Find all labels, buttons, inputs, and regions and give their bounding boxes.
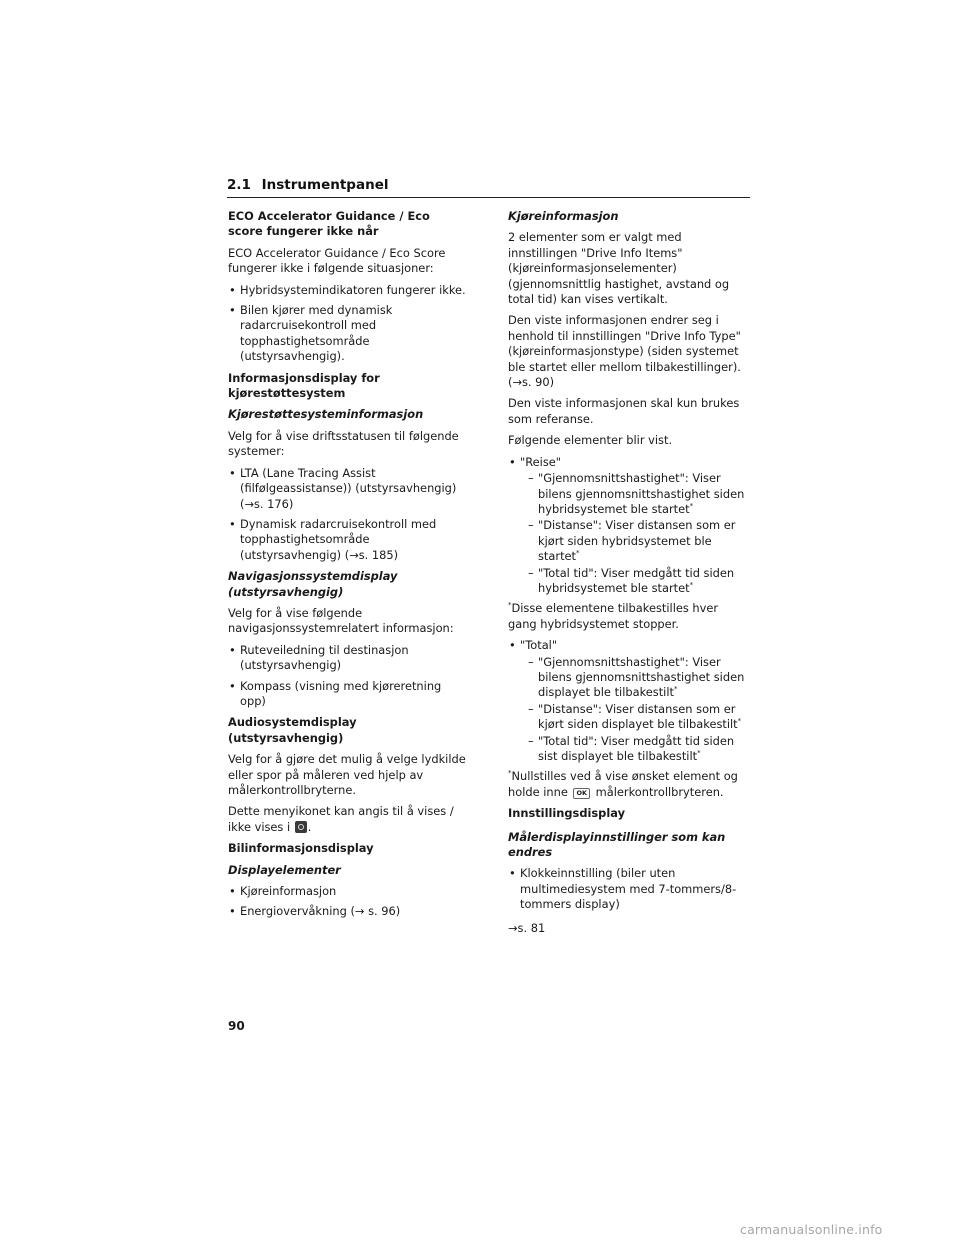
ok-button-icon: OK: [573, 788, 590, 799]
nav-intro: Velg for å vise følgende navigasjonssystemrelatert informasjon:: [228, 605, 454, 636]
meter-settings-subheading: Målerdisplayinnstillinger som kan endres: [508, 829, 726, 860]
list-item: • Energiovervåkning (→ s. 96): [228, 904, 466, 919]
footnote-mark: *: [576, 549, 580, 558]
footnote-mark: *: [689, 502, 694, 511]
right-column: [508, 209, 750, 942]
nav-list: [228, 643, 466, 710]
footnote-mark: *: [508, 769, 512, 778]
total-note: [508, 769, 750, 800]
total-note-after: målerkontrollbryteren.: [595, 784, 724, 799]
audio-text: Velg for å gjøre det mulig å velge lydkilde eller spor på måleren ved hjelp av målerkontrollbryterne.: [228, 752, 466, 797]
total-item-text: "Gjennomsnittshastighet": Viser bilens gjennomsnittshastighet siden displayet ble tilbakestilt: [538, 654, 745, 700]
list-item: [528, 471, 750, 517]
watermark-text: carmanualsonline.info: [740, 1222, 883, 1237]
drive-info-p3: Den viste informasjonen skal kun brukes som referanse.: [508, 396, 740, 426]
list-item: • Hybridsystemindikatoren fungerer ikke.: [228, 283, 466, 298]
reise-item-text: "Total tid": Viser medgått tid siden hybridsystemet ble startet: [538, 565, 735, 595]
list-item: • Klokkeinnstilling (biler uten multimediesystem med 7-tommers/8-tommers display): [508, 866, 750, 912]
drive-info-p4: Følgende elementer blir vist.: [508, 433, 673, 448]
list-item: [528, 518, 750, 564]
reise-label: "Reise": [520, 454, 561, 469]
support-intro: Velg for å vise driftsstatusen til følgende systemer:: [228, 428, 459, 459]
display-items-subheading: Displayelementer: [228, 862, 341, 877]
list-item: • LTA (Lane Tracing Assist (filfølgeassistanse)) (utstyrsavhengig) (→s. 176): [228, 466, 466, 512]
reise-list: [508, 455, 750, 597]
page-number: 90: [228, 1019, 245, 1033]
reise-note: [508, 601, 750, 632]
display-items-list: [228, 884, 466, 920]
meter-settings-list: [508, 866, 750, 912]
support-subheading: Kjørestøttesysteminformasjon: [228, 407, 424, 422]
reise-sublist: [528, 471, 750, 596]
support-list: [228, 466, 466, 563]
audio-heading: Audiosystemdisplay (utstyrsavhengig): [228, 715, 357, 745]
list-item: • Dynamisk radarcruisekontroll med topphastighetsområde (utstyrsavhengig) (→s. 185): [228, 517, 466, 563]
total-item-text: "Distanse": Viser distansen som er kjørt siden displayet ble tilbakestilt: [538, 701, 738, 732]
footnote-mark: *: [689, 581, 694, 590]
reise-item-text: "Distanse": Viser distansen som er kjørt siden hybridsystemet ble startet: [538, 518, 736, 564]
list-item: • Kjøreinformasjon: [228, 884, 466, 899]
list-item: [528, 734, 750, 765]
total-sublist: [528, 655, 750, 765]
vehicle-info-heading: Bilinformasjonsdisplay: [228, 841, 374, 856]
menu-text-before: Dette menyikonet kan angis til å vises / ikke vises i: [228, 804, 454, 834]
section-title: Instrumentpanel: [261, 177, 389, 193]
drive-info-p2: Den viste informasjonen endrer seg i henhold til innstillingen "Drive Info Type" (kjøreinformasjonstype) (siden systemet ble startet eller mellom tilbakestillinger). (→s. 90): [508, 313, 741, 390]
settings-menu-icon: [295, 821, 307, 833]
footnote-mark: *: [697, 749, 701, 758]
left-column: [228, 209, 466, 926]
eco-list: [228, 283, 466, 365]
footnote-mark: *: [737, 717, 742, 726]
reise-item-text: "Gjennomsnittshastighet": Viser bilens gjennomsnittshastighet siden hybridsystemet ble startet: [538, 471, 745, 516]
eco-heading: ECO Accelerator Guidance / Eco score fungerer ikke når: [228, 209, 430, 239]
nav-subheading: Navigasjonssystemdisplay (utstyrsavhengig): [228, 569, 398, 599]
list-item: [528, 566, 750, 597]
reise-note-text: Disse elementene tilbakestilles hver gang hybridsystemet stopper.: [508, 601, 719, 631]
list-item: [508, 638, 750, 764]
total-label: "Total": [520, 638, 558, 653]
footnote-mark: *: [508, 601, 512, 610]
total-item-text: "Total tid": Viser medgått tid siden sist displayet ble tilbakestilt: [538, 733, 735, 763]
drive-info-p1: 2 elementer som er valgt med innstillingen "Drive Info Items" (kjøreinformasjonselementer) (gjennomsnittlig hastighet, avstand og total tid) kan vises vertikalt.: [508, 230, 730, 307]
total-note-before: Nullstilles ved å vise ønsket element og holde inne: [508, 769, 738, 799]
meter-page-ref: →s. 81: [508, 920, 546, 935]
list-item: • Bilen kjører med dynamisk radarcruisekontroll med topphastighetsområde (utstyrsavhengig).: [228, 303, 466, 365]
menu-text-after: .: [307, 819, 312, 834]
section-header: [227, 177, 750, 198]
list-item: [528, 702, 750, 733]
section-number: 2.1: [227, 177, 251, 193]
drive-info-subheading: Kjøreinformasjon: [508, 209, 619, 223]
list-item: • Kompass (visning med kjøreretning opp): [228, 679, 466, 710]
footnote-mark: *: [673, 685, 678, 694]
info-heading: Informasjonsdisplay for kjørestøttesystem: [228, 370, 380, 401]
list-item: [528, 655, 750, 701]
eco-intro: ECO Accelerator Guidance / Eco Score fungerer ikke i følgende situasjoner:: [228, 245, 446, 276]
menu-icon-text: [228, 804, 466, 835]
list-item: • Ruteveiledning til destinasjon (utstyrsavhengig): [228, 643, 466, 674]
settings-heading: Innstillingsdisplay: [508, 806, 625, 821]
total-list: [508, 638, 750, 764]
list-item: [508, 455, 750, 597]
